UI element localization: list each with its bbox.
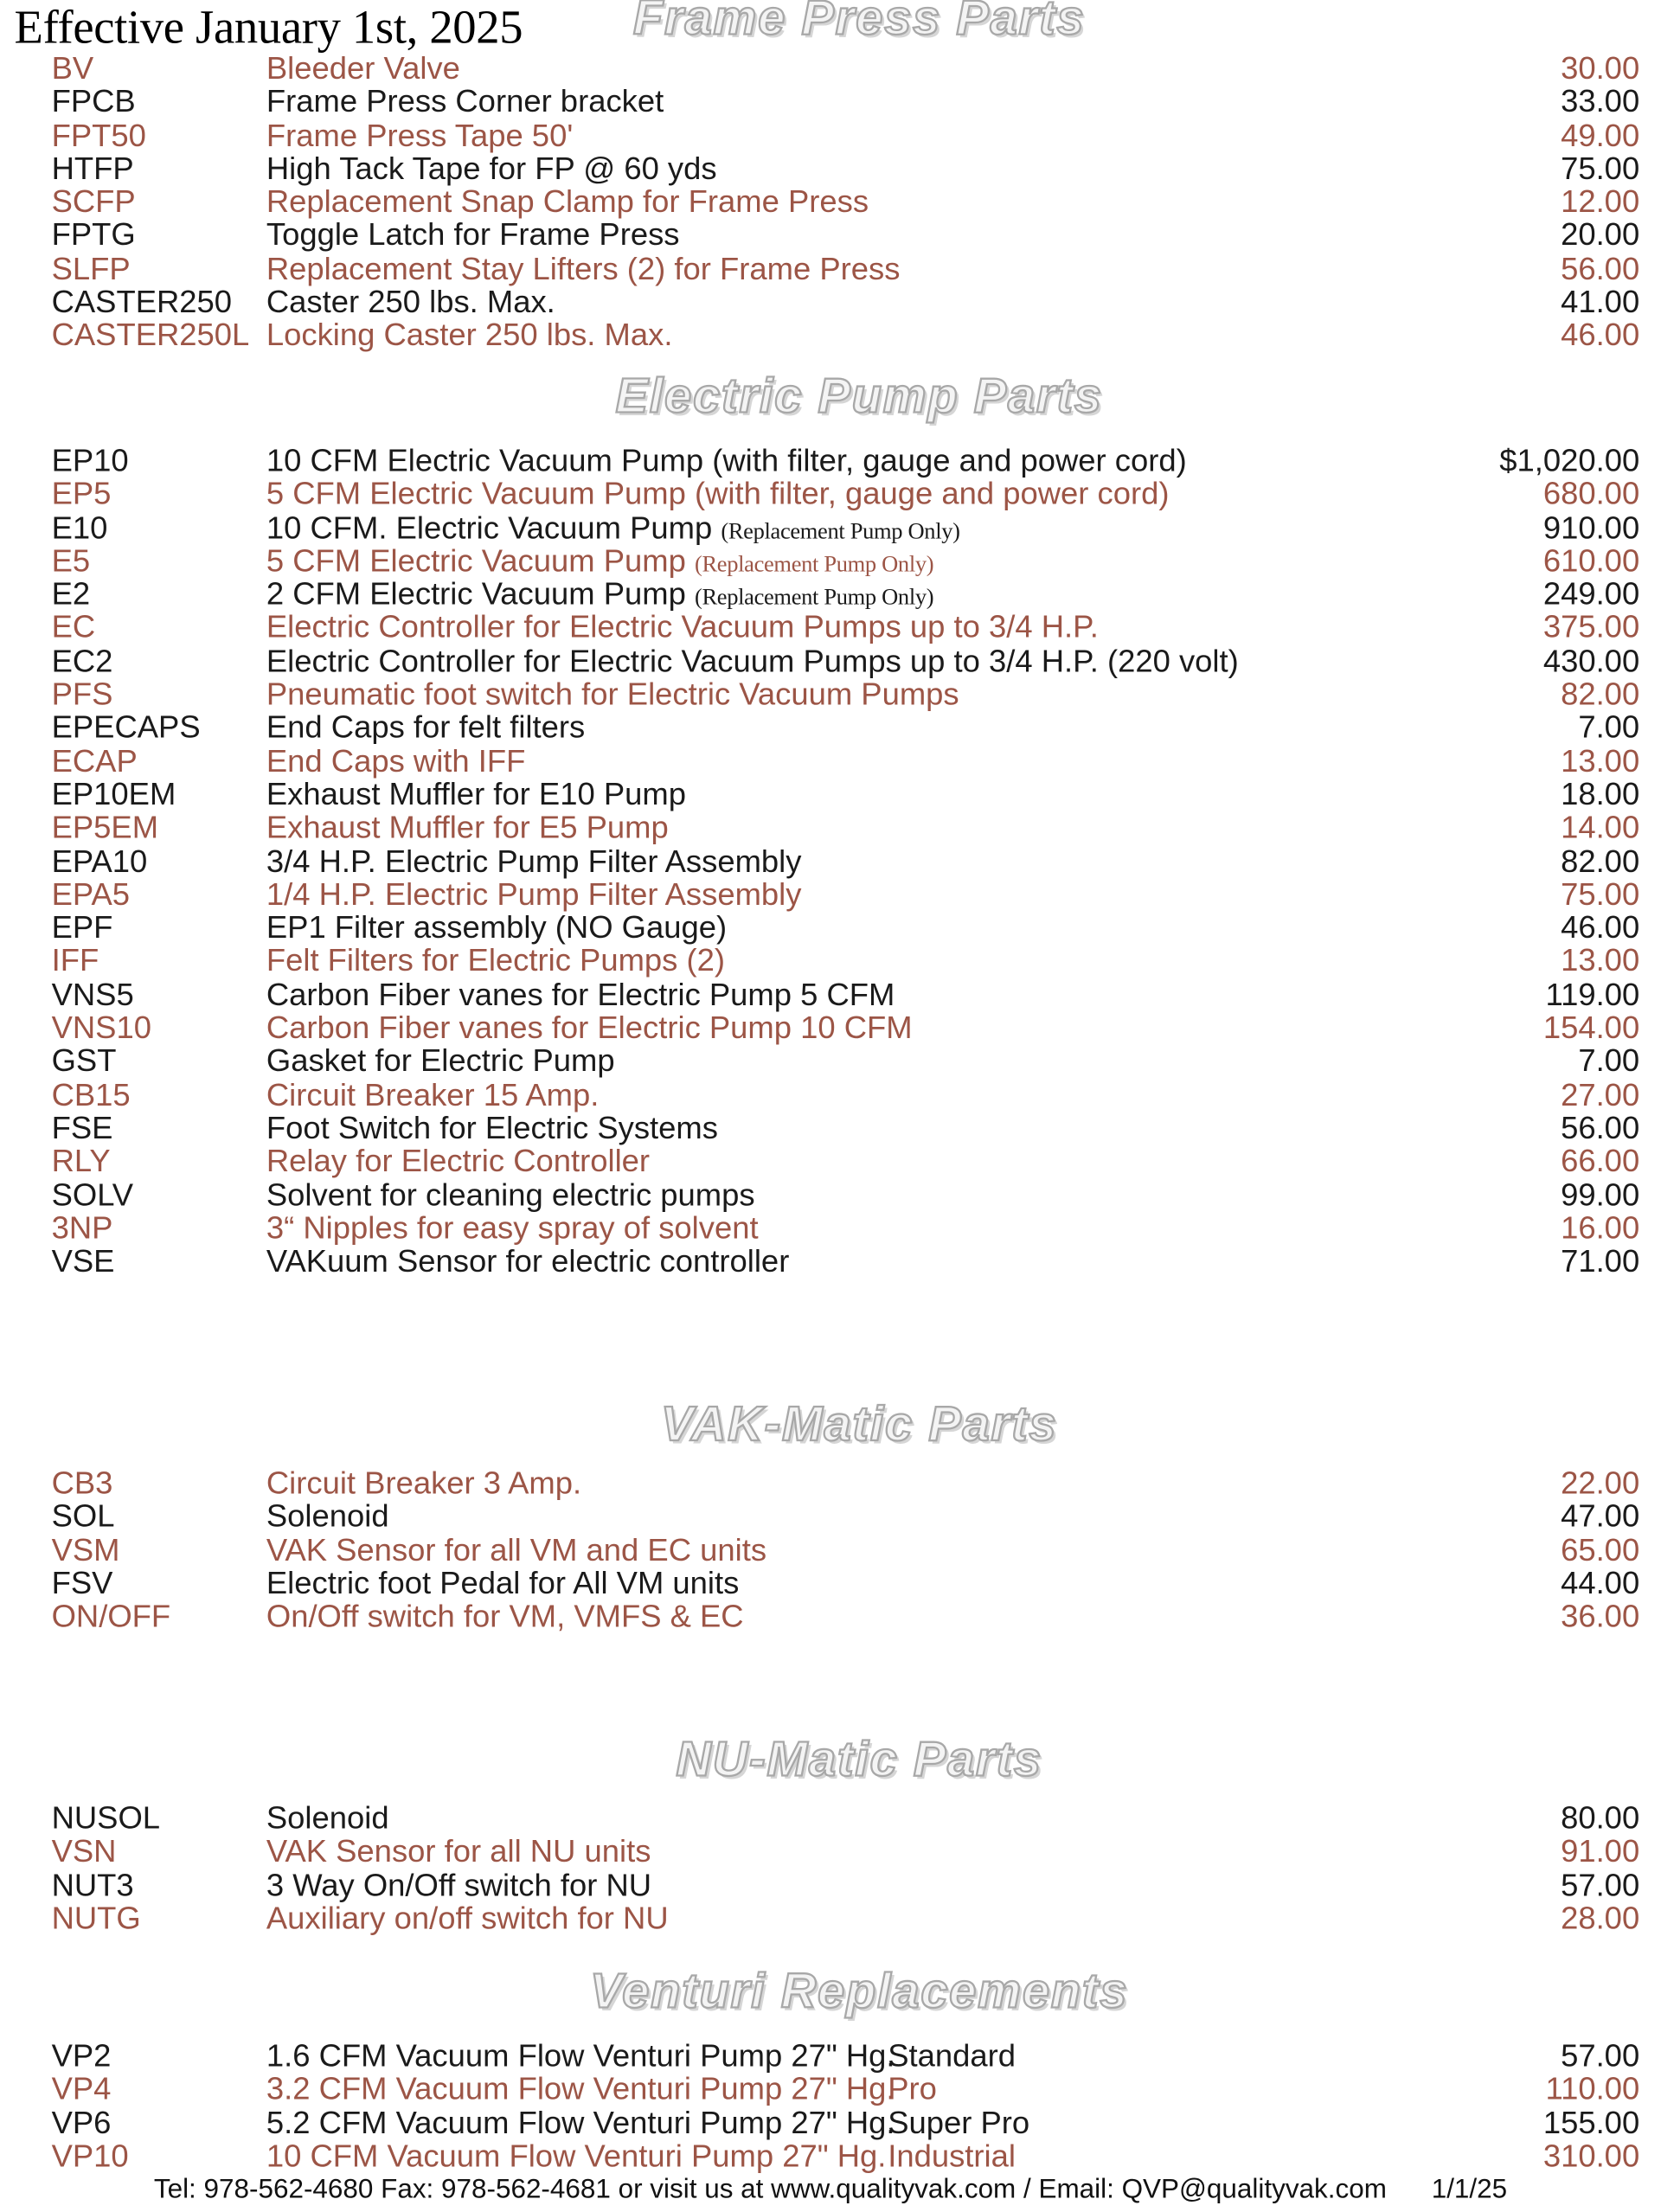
part-grade: Industrial [888,2138,1016,2174]
part-description: 10 CFM Vacuum Flow Venturi Pump 27" Hg. [266,2138,887,2174]
part-description: Frame Press Tape 50' [266,117,574,153]
price-row [0,1011,1661,1045]
part-price: 155.00 [1542,2104,1640,2140]
part-code: CASTER250 [51,283,233,320]
price-row [0,2039,1661,2073]
part-code: EP5 [51,476,112,512]
part-description: Exhaust Muffler for E5 Pump [266,809,669,846]
part-price: 30.00 [1561,49,1640,87]
part-price: 7.00 [1578,1042,1640,1079]
part-grade: Pro [888,2070,937,2107]
part-code: EPA5 [51,875,131,913]
price-row [0,1242,1661,1279]
part-code: VP6 [51,2104,112,2140]
price-row [0,1801,1661,1835]
price-row [0,1466,1661,1500]
part-description: Circuit Breaker 15 Amp. [266,1076,600,1112]
part-price: 66.00 [1561,1143,1640,1179]
part-price: 49.00 [1561,117,1640,153]
effective-date: Effective January 1st, 2025 [14,3,523,54]
part-description: 3 Way On/Off switch for NU [266,1866,652,1903]
price-row [0,119,1661,152]
part-description: Pneumatic foot switch for Electric Vacuum Pumps [266,676,959,712]
price-row [0,877,1661,911]
part-code: NUT3 [51,1866,134,1903]
part-price: 22.00 [1561,1465,1640,1501]
price-row [0,1835,1661,1869]
part-price: 20.00 [1561,216,1640,253]
part-description: Felt Filters for Electric Pumps (2) [266,942,725,979]
price-row [0,218,1661,252]
part-description: Replacement Snap Clamp for Frame Press [266,183,869,220]
part-description: VAK Sensor for all VM and EC units [266,1531,767,1568]
part-code: E2 [51,575,91,612]
part-description: End Caps with IFF [266,742,526,779]
section-rows-vak-matic [0,1466,1661,1633]
part-price: 375.00 [1542,609,1640,645]
section-heading-electric-pump: Electric Pump Parts [615,369,1103,424]
part-code: EP10EM [51,776,176,812]
part-code: EC2 [51,642,113,679]
part-price: 57.00 [1561,2037,1640,2074]
price-row [0,911,1661,945]
part-price: 33.00 [1561,83,1640,119]
price-row [0,744,1661,778]
part-code: FSV [51,1564,113,1601]
part-description: Exhaust Muffler for E10 Pump [266,776,686,812]
part-code: SCFP [51,183,136,220]
part-code: HTFP [51,150,134,186]
price-row [0,318,1661,352]
part-code: VSN [51,1833,117,1869]
part-description: Electric Controller for Electric Vacuum Pumps up to 3/4 H.P. (220 volt) [266,642,1239,679]
price-row [0,778,1661,811]
part-price: 41.00 [1561,283,1640,320]
part-description: 5.2 CFM Vacuum Flow Venturi Pump 27" Hg. [266,2104,895,2140]
price-row [0,1499,1661,1533]
part-code: VNS5 [51,976,134,1012]
price-row [0,151,1661,185]
part-description: 10 CFM Electric Vacuum Pump (with filter, gauge and power cord) [266,442,1187,478]
part-description-note: (Replacement Pump Only) [721,519,960,544]
part-price: 91.00 [1561,1833,1640,1869]
section-heading-vak-matic: VAK-Matic Parts [660,1397,1058,1452]
part-description: EP1 Filter assembly (NO Gauge) [266,909,728,946]
part-description: VAKuum Sensor for electric controller [266,1242,790,1279]
price-row [0,2070,1661,2107]
price-row [0,1901,1661,1935]
part-description: High Tack Tape for FP @ 60 yds [266,150,717,186]
part-description: Bleeder Valve [266,49,460,87]
part-price: 7.00 [1578,708,1640,746]
part-description: Caster 250 lbs. Max. [266,283,555,320]
part-description: Foot Switch for Electric Systems [266,1109,718,1146]
section-rows-nu-matic [0,1801,1661,1934]
part-code: VP4 [51,2070,112,2107]
price-row [0,677,1661,711]
part-description: Solenoid [266,1799,389,1836]
part-code: FPT50 [51,117,146,153]
part-price: 430.00 [1542,642,1640,679]
part-price: 680.00 [1542,476,1640,512]
part-description: 3/4 H.P. Electric Pump Filter Assembly [266,843,802,879]
part-description: 5 CFM Electric Vacuum Pump (Replacement Pump Only) [266,542,934,579]
part-price: 99.00 [1561,1176,1640,1213]
part-code: BV [51,49,94,87]
price-row [0,1564,1661,1601]
price-row [0,1078,1661,1112]
part-grade: Standard [888,2037,1016,2074]
part-description: Frame Press Corner bracket [266,83,664,119]
part-code: FPTG [51,216,136,253]
part-description: Circuit Breaker 3 Amp. [266,1465,582,1501]
part-description: Electric foot Pedal for All VM units [266,1564,740,1601]
footer-revision-date: 1/1/25 [1431,2175,1508,2206]
part-code: ECAP [51,742,138,779]
price-row [0,510,1661,544]
price-row [0,942,1661,979]
price-row [0,444,1661,478]
part-description: Solvent for cleaning electric pumps [266,1176,755,1213]
page-footer [0,2175,1661,2206]
part-code: EPECAPS [51,708,201,746]
part-code: VP10 [51,2138,129,2174]
part-price: 14.00 [1561,809,1640,846]
part-code: FSE [51,1109,113,1146]
price-row [0,185,1661,219]
part-description: 2 CFM Electric Vacuum Pump (Replacement Pump Only) [266,575,934,612]
part-code: EC [51,609,96,645]
price-row [0,978,1661,1011]
part-code: VNS10 [51,1009,151,1046]
price-row [0,811,1661,844]
price-row [0,478,1661,511]
footer-contact: Tel: 978-562-4680 Fax: 978-562-4681 or visit us at www.qualityvak.com / Email: QVP@qualityvak.com [153,2175,1387,2206]
part-code: EPA10 [51,843,148,879]
part-price: 13.00 [1561,942,1640,979]
part-description: Gasket for Electric Pump [266,1042,615,1079]
part-price: 13.00 [1561,742,1640,779]
part-price: 110.00 [1545,2070,1640,2107]
part-code: RLY [51,1143,111,1179]
price-row [0,1600,1661,1633]
part-code: VP2 [51,2037,112,2074]
price-row [0,1111,1661,1144]
part-code: EPF [51,909,113,946]
part-price: 82.00 [1561,843,1640,879]
part-code: ON/OFF [51,1598,171,1634]
part-description: Solenoid [266,1497,389,1535]
part-price: 56.00 [1561,250,1640,286]
part-price: 610.00 [1542,542,1640,579]
part-code: IFF [51,942,99,979]
price-row [0,1044,1661,1078]
part-description: Replacement Stay Lifters (2) for Frame Press [266,250,901,286]
part-description: On/Off switch for VM, VMFS & EC [266,1598,744,1634]
part-price: 71.00 [1561,1242,1640,1279]
part-description-note: (Replacement Pump Only) [694,552,934,577]
section-rows-frame-press [0,49,1661,353]
price-row [0,644,1661,677]
part-description: Carbon Fiber vanes for Electric Pump 10 CFM [266,1009,913,1046]
price-row [0,1868,1661,1901]
price-row [0,49,1661,87]
price-row [0,1144,1661,1178]
part-description: 10 CFM. Electric Vacuum Pump (Replacement Pump Only) [266,509,960,545]
part-code: EP5EM [51,809,159,846]
part-code: NUSOL [51,1799,161,1836]
part-price: 57.00 [1561,1866,1640,1903]
part-description-note: (Replacement Pump Only) [694,586,934,611]
part-code: E10 [51,509,108,545]
part-price: 16.00 [1561,1209,1640,1246]
part-price: $1,020.00 [1499,442,1640,478]
part-description: Relay for Electric Controller [266,1143,651,1179]
part-description: VAK Sensor for all NU units [266,1833,651,1869]
part-price: 18.00 [1561,776,1640,812]
part-price: 36.00 [1561,1598,1640,1634]
part-price: 28.00 [1561,1900,1640,1936]
part-price: 82.00 [1561,676,1640,712]
part-price: 80.00 [1561,1799,1640,1836]
part-description: 3“ Nipples for easy spray of solvent [266,1209,759,1246]
part-description: End Caps for felt filters [266,708,586,746]
part-grade: Super Pro [888,2104,1030,2140]
part-description: Auxiliary on/off switch for NU [266,1900,669,1936]
price-row [0,1177,1661,1211]
part-description: Electric Controller for Electric Vacuum Pumps up to 3/4 H.P. [266,609,1099,645]
part-code: PFS [51,676,113,712]
part-description: Carbon Fiber vanes for Electric Pump 5 CFM [266,976,895,1012]
section-heading-frame-press: Frame Press Parts [632,0,1086,46]
part-code: FPCB [51,83,136,119]
price-row [0,2106,1661,2139]
part-price: 910.00 [1542,509,1640,545]
part-code: CB3 [51,1465,113,1501]
part-description: 3.2 CFM Vacuum Flow Venturi Pump 27" Hg. [266,2070,895,2107]
part-price: 56.00 [1561,1109,1640,1146]
part-code: E5 [51,542,91,579]
price-row [0,611,1661,644]
part-price: 75.00 [1561,875,1640,913]
part-price: 46.00 [1561,317,1640,353]
price-row [0,1211,1661,1245]
part-code: 3NP [51,1209,113,1246]
price-row [0,1533,1661,1567]
section-rows-venturi [0,2039,1661,2172]
part-price: 154.00 [1542,1009,1640,1046]
price-row [0,285,1661,319]
price-row [0,252,1661,285]
part-code: CB15 [51,1076,131,1112]
part-code: SOLV [51,1176,134,1213]
price-row [0,577,1661,611]
price-row [0,844,1661,878]
part-price: 119.00 [1545,976,1640,1012]
price-row [0,708,1661,746]
part-price: 65.00 [1561,1531,1640,1568]
part-code: GST [51,1042,117,1079]
part-price: 27.00 [1561,1076,1640,1112]
part-code: NUTG [51,1900,141,1936]
price-row [0,544,1661,578]
part-description: 1/4 H.P. Electric Pump Filter Assembly [266,875,802,913]
section-heading-nu-matic: NU-Matic Parts [676,1732,1042,1787]
part-price: 310.00 [1542,2138,1640,2174]
part-description: Locking Caster 250 lbs. Max. [266,317,673,353]
part-code: VSE [51,1242,115,1279]
part-code: VSM [51,1531,120,1568]
price-row [0,85,1661,119]
part-description: Toggle Latch for Frame Press [266,216,680,253]
part-price: 46.00 [1561,909,1640,946]
price-row [0,2139,1661,2173]
part-code: EP10 [51,442,129,478]
section-heading-venturi: Venturi Replacements [590,1964,1129,2019]
part-price: 12.00 [1561,183,1640,220]
part-description: 5 CFM Electric Vacuum Pump (with filter, gauge and power cord) [266,476,1170,512]
part-price: 249.00 [1542,575,1640,612]
part-code: SOL [51,1497,115,1535]
part-price: 44.00 [1561,1564,1640,1601]
part-code: CASTER250L [51,317,250,353]
part-price: 75.00 [1561,150,1640,186]
part-price: 47.00 [1561,1497,1640,1535]
part-description: 1.6 CFM Vacuum Flow Venturi Pump 27" Hg. [266,2037,895,2074]
section-rows-electric-pump [0,444,1661,1278]
part-code: SLFP [51,250,131,286]
